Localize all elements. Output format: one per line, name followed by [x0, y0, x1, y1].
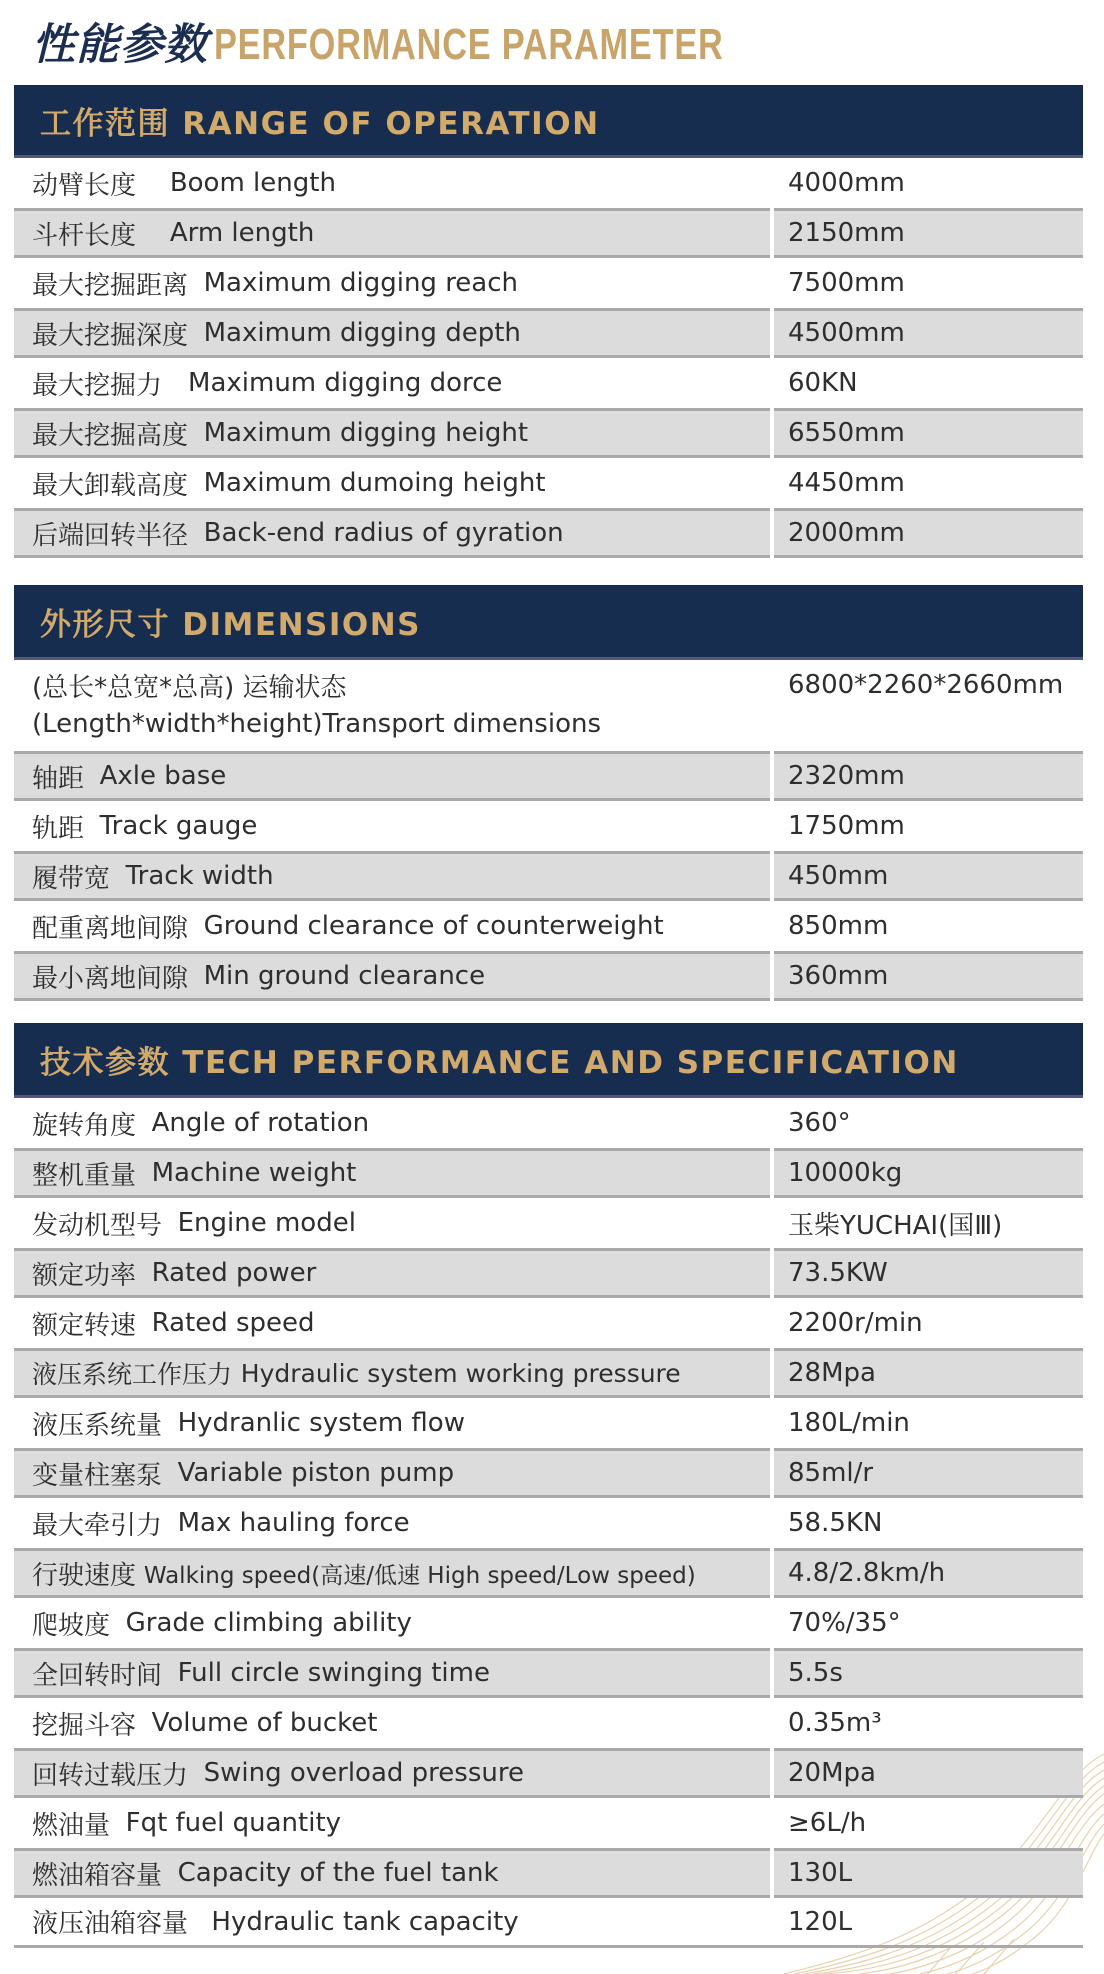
table-row — [14, 1398, 1083, 1448]
param-value: 58.5KN — [788, 1508, 883, 1538]
param-label: 液压油箱容量 Hydraulic tank capacity — [32, 1906, 519, 1939]
table-row — [14, 1098, 1083, 1148]
param-value: 4450mm — [788, 468, 905, 498]
table-row — [14, 1548, 1083, 1598]
table-row — [14, 1848, 1083, 1898]
table-row — [14, 1698, 1083, 1748]
param-value: 5.5s — [774, 1648, 1083, 1698]
section-header — [14, 585, 1083, 660]
param-value: 120L — [788, 1906, 853, 1937]
section-header — [14, 85, 1083, 158]
param-label: 整机重量 Machine weight — [14, 1148, 770, 1198]
section-dimensions — [14, 585, 1083, 1001]
param-value: 0.35m³ — [788, 1708, 882, 1738]
table-row — [14, 158, 1083, 208]
param-value: ≥6L/h — [788, 1808, 867, 1838]
param-label: 液压系统工作压力 Hydraulic system working pressure — [14, 1348, 770, 1398]
param-label: 行驶速度 Walking speed(高速/低速 High speed/Low speed) — [14, 1548, 770, 1598]
table-row — [14, 1448, 1083, 1498]
table-row — [14, 901, 1083, 951]
table-row — [14, 208, 1083, 258]
param-value: 4.8/2.8km/h — [774, 1548, 1083, 1598]
param-label: 最小离地间隙 Min ground clearance — [14, 951, 770, 1001]
table-row — [14, 1798, 1083, 1848]
section-title: 工作范围 RANGE OF OPERATION — [40, 105, 600, 142]
param-label: 回转过载压力 Swing overload pressure — [14, 1748, 770, 1798]
section-range-of-operation — [14, 85, 1083, 558]
param-value: 180L/min — [788, 1408, 910, 1438]
table-row — [14, 1648, 1083, 1698]
param-value: 6800*2260*2660mm — [788, 670, 1064, 700]
table-row — [14, 801, 1083, 851]
param-label: 斗杆长度 Arm length — [14, 208, 770, 258]
param-value: 4500mm — [774, 308, 1083, 358]
table-row — [14, 1598, 1083, 1648]
table-row — [14, 660, 1083, 751]
table-row — [14, 851, 1083, 901]
param-value: 2150mm — [774, 208, 1083, 258]
page-title-chinese: 性能参数 — [32, 20, 208, 70]
table-row — [14, 751, 1083, 801]
param-label: 燃油箱容量 Capacity of the fuel tank — [14, 1848, 770, 1898]
param-value: 10000kg — [774, 1148, 1083, 1198]
param-label: 最大牵引力 Max hauling force — [32, 1508, 410, 1541]
param-label: 轨距 Track gauge — [32, 811, 258, 844]
param-label: 后端回转半径 Back-end radius of gyration — [14, 508, 770, 558]
section-title: 外形尺寸 DIMENSIONS — [40, 606, 422, 643]
table-row — [14, 1148, 1083, 1198]
table-row — [14, 258, 1083, 308]
param-label: 燃油量 Fqt fuel quantity — [32, 1808, 342, 1841]
table-row — [14, 1298, 1083, 1348]
page-title — [32, 18, 867, 70]
param-value: 6550mm — [774, 408, 1083, 458]
param-value: 85ml/r — [774, 1448, 1083, 1498]
param-value: 2000mm — [774, 508, 1083, 558]
param-value: 360° — [788, 1108, 851, 1138]
param-label: 额定功率 Rated power — [14, 1248, 770, 1298]
param-value: 2200r/min — [788, 1308, 923, 1338]
param-value: 450mm — [774, 851, 1083, 901]
table-row — [14, 458, 1083, 508]
param-value: 20Mpa — [774, 1748, 1083, 1798]
table-row — [14, 358, 1083, 408]
param-label: 轴距 Axle base — [14, 751, 770, 801]
table-row — [14, 508, 1083, 558]
param-label: 最大挖掘高度 Maximum digging height — [14, 408, 770, 458]
param-label: 额定转速 Rated speed — [32, 1308, 315, 1341]
param-label: 最大挖掘距离 Maximum digging reach — [32, 268, 519, 301]
table-row — [14, 1498, 1083, 1548]
param-label: 最大卸载高度 Maximum dumoing height — [32, 468, 546, 501]
table-row — [14, 1198, 1083, 1248]
param-value: 28Mpa — [774, 1348, 1083, 1398]
page-title-english: PERFORMANCE PARAMETER — [214, 20, 724, 69]
param-value: 360mm — [774, 951, 1083, 1001]
param-label: 变量柱塞泵 Variable piston pump — [14, 1448, 770, 1498]
param-label: 爬坡度 Grade climbing ability — [32, 1608, 412, 1641]
param-label: 发动机型号 Engine model — [32, 1208, 356, 1241]
param-label: 旋转角度 Angle of rotation — [32, 1108, 370, 1141]
param-label: 最大挖掘深度 Maximum digging depth — [14, 308, 770, 358]
param-value: 850mm — [788, 911, 889, 941]
table-row — [14, 1748, 1083, 1798]
section-header — [14, 1023, 1083, 1098]
table-row — [14, 1348, 1083, 1398]
param-value: 玉柴YUCHAI(国Ⅲ) — [788, 1210, 1003, 1241]
param-label: 最大挖掘力 Maximum digging dorce — [32, 368, 503, 401]
param-label: 全回转时间 Full circle swinging time — [14, 1648, 770, 1698]
section-title: 技术参数 TECH PERFORMANCE AND SPECIFICATION — [40, 1044, 959, 1081]
param-value: 130L — [774, 1848, 1083, 1898]
param-value: 1750mm — [788, 811, 905, 841]
param-label: 液压系统量 Hydranlic system flow — [32, 1408, 465, 1441]
param-value: 60KN — [788, 368, 858, 398]
param-label: 动臂长度 Boom length — [32, 168, 336, 201]
param-label: 配重离地间隙 Ground clearance of counterweight — [32, 911, 664, 944]
table-row — [14, 408, 1083, 458]
table-row — [14, 308, 1083, 358]
param-label: 挖掘斗容 Volume of bucket — [32, 1708, 378, 1741]
param-value: 7500mm — [788, 268, 905, 298]
table-row — [14, 1898, 1083, 1948]
param-label: (总长*总宽*总高) 运输状态 (Length*width*height)Transport dimensions — [32, 672, 602, 739]
param-value: 70%/35° — [788, 1608, 901, 1638]
param-label: 履带宽 Track width — [14, 851, 770, 901]
section-tech-performance — [14, 1023, 1083, 1948]
table-row — [14, 1248, 1083, 1298]
param-value: 2320mm — [774, 751, 1083, 801]
param-value: 4000mm — [788, 168, 905, 198]
param-value: 73.5KW — [774, 1248, 1083, 1298]
table-row — [14, 951, 1083, 1001]
